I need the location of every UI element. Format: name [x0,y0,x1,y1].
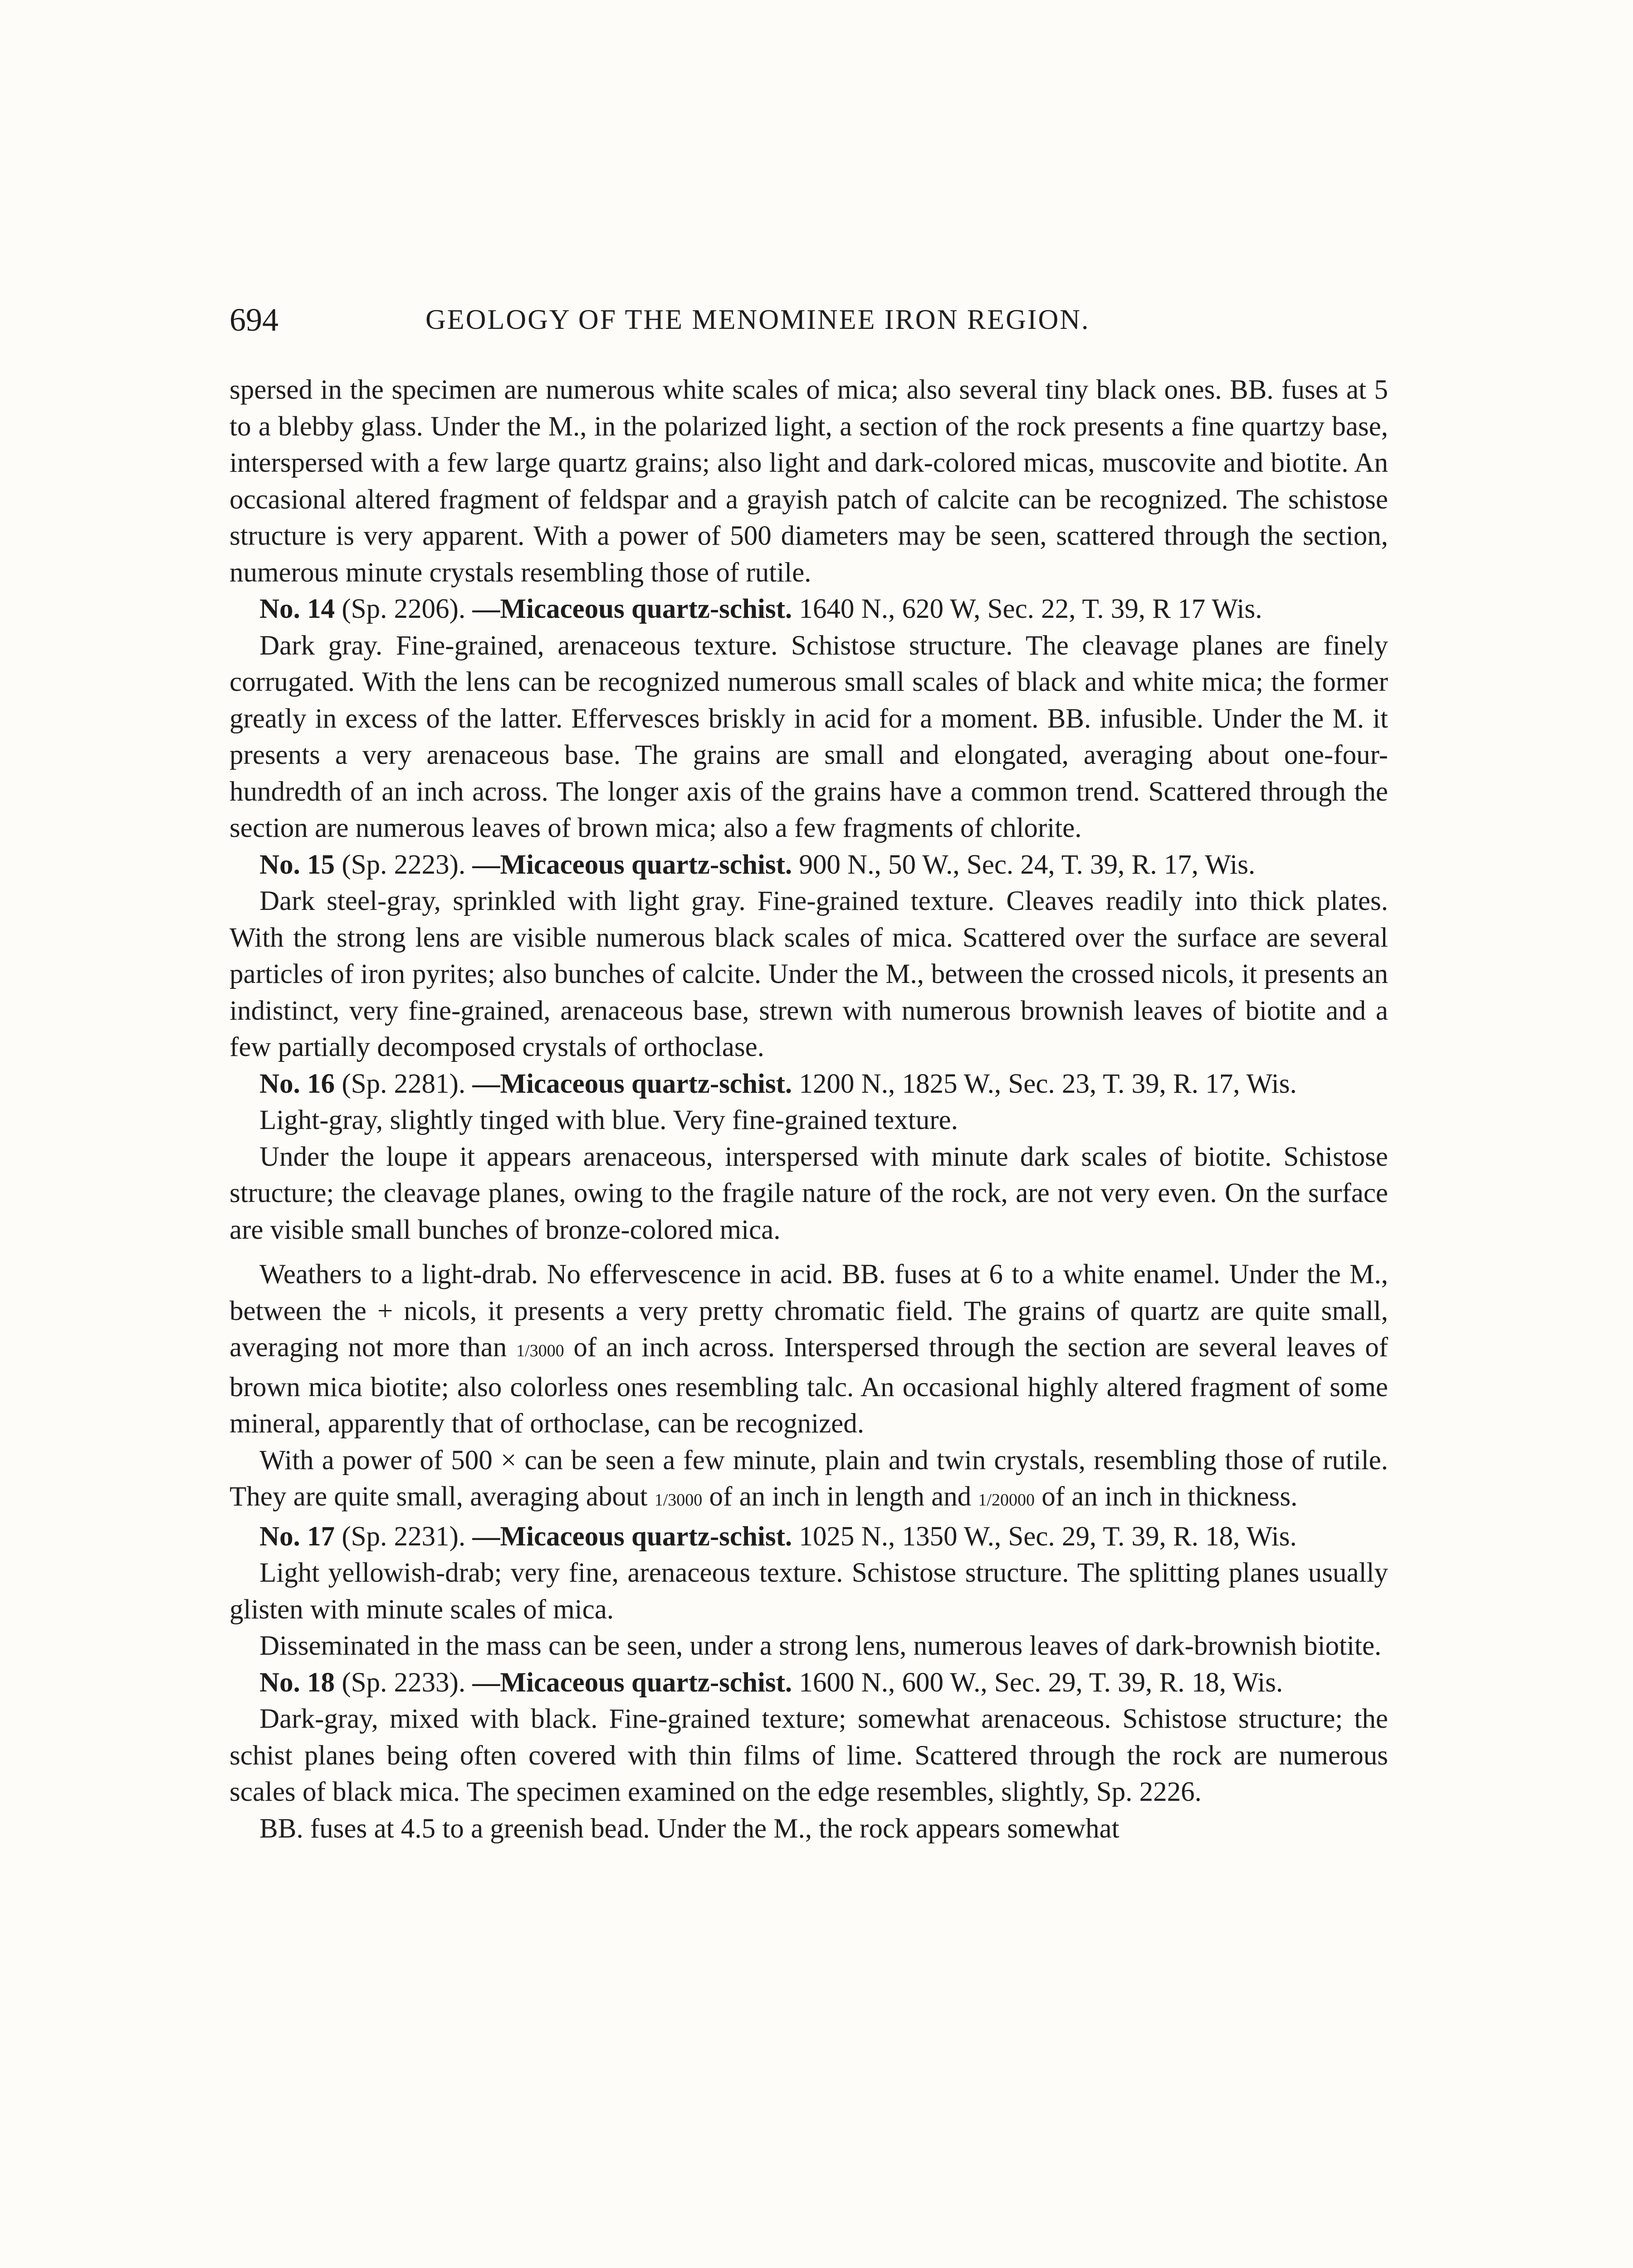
specimen-15-name: —Micaceous quartz-schist. [472,849,792,880]
specimen-14-sp: (Sp. 2206). [342,594,466,624]
specimen-16-power [230,1442,1388,1519]
body-text [230,372,1388,1847]
specimen-16-loupe: Under the loupe it appears arenaceous, interspersed with minute dark scales of biotite. Schistose structure; the cleavage planes, owing to the fragile nature of the rock, are not very even. On the surface are visible small bunches of bronze-colored mica. [230,1141,1388,1245]
specimen-14-number: No. 14 [259,594,335,624]
specimen-16-description: Light-gray, slightly tinged with blue. Very fine-grained texture. [259,1105,958,1135]
specimen-17-heading [230,1519,1388,1555]
specimen-15-heading [230,847,1388,884]
specimen-17-description: Light yellowish-drab; very fine, arenaceous texture. Schistose structure. The splitting planes usually glisten with minute scales of mica. [230,1558,1388,1625]
page-number: 694 [230,302,279,338]
specimen-15-description: Dark steel-gray, sprinkled with light gray. Fine-grained texture. Cleaves readily into thick plates. With the strong lens are visible numerous black scales of mica. Scattered over the surface are several particles of iron pyrites; also bunches of calcite. Under the M., between the crossed nicols, it presents an indistinct, very fine-grained, arenaceous base, strewn with numerous brownish leaves of biotite and a few partially decomposed crystals of orthoclase. [230,886,1388,1062]
specimen-16-number: No. 16 [259,1068,335,1099]
specimen-15-sp: (Sp. 2223). [342,849,466,880]
power-text-b: of an inch in length and [709,1481,972,1512]
specimen-16-weathers [230,1256,1388,1442]
running-head: GEOLOGY OF THE MENOMINEE IRON REGION. [425,304,1090,335]
specimen-14-heading [230,591,1388,628]
specimen-18-number: No. 18 [259,1667,335,1698]
specimen-15-number: No. 15 [259,849,335,880]
weathers-text-b: of an inch across. Interspersed through the section are several leaves of brown mica biotite; also colorless ones resembling talc. An occasional highly altered fragment of some mineral, apparently that of orthoclase, can be recognized. [230,1332,1389,1439]
specimen-14-name: —Micaceous quartz-schist. [472,594,792,624]
specimen-17-location: 1025 N., 1350 W., Sec. 29, T. 39, R. 18, Wis. [799,1521,1297,1552]
weathers-text-a: Weathers to a light-drab. No effervescence in acid. BB. fuses at 6 to a white enamel. Under the M., between the + nicols, it presents a very pretty chromatic field. The grains of quartz are quite small, averaging not more than [230,1259,1388,1363]
specimen-18-bb: BB. fuses at 4.5 to a greenish bead. Under the M., the rock appears somewhat [259,1813,1120,1844]
specimen-18-sp: (Sp. 2233). [342,1667,466,1698]
specimen-16-name: —Micaceous quartz-schist. [472,1068,792,1099]
specimen-18-heading [230,1665,1388,1701]
specimen-17-biotite: Disseminated in the mass can be seen, under a strong lens, numerous leaves of dark-brownish biotite. [259,1631,1382,1661]
power-text-c: of an inch in thickness. [1041,1481,1298,1512]
specimen-17-name: —Micaceous quartz-schist. [472,1521,792,1552]
specimen-17-sp: (Sp. 2231). [342,1521,466,1552]
specimen-16-sp: (Sp. 2281). [342,1068,466,1099]
specimen-15-location: 900 N., 50 W., Sec. 24, T. 39, R. 17, Wis. [799,849,1256,880]
fraction: 1/20000 [978,1491,1035,1510]
specimen-18-description: Dark-gray, mixed with black. Fine-grained texture; somewhat arenaceous. Schistose structure; the schist planes being often covered with thin films of lime. Scattered through the rock are numerous scales of black mica. The specimen examined on the edge resembles, slightly, Sp. 2226. [230,1704,1388,1807]
specimen-14-location: 1640 N., 620 W, Sec. 22, T. 39, R 17 Wis. [799,594,1262,624]
fraction: 1/3000 [516,1341,564,1360]
fraction: 1/3000 [654,1491,703,1510]
specimen-14-description: Dark gray. Fine-grained, arenaceous texture. Schistose structure. The cleavage planes are finely corrugated. With the lens can be recognized numerous small scales of black and white mica; the former greatly in excess of the latter. Effervesces briskly in acid for a moment. BB. infusible. Under the M. it presents a very arenaceous base. The grains are small and elongated, averaging about one-four-hundredth of an inch across. The longer axis of the grains have a common trend. Scattered through the section are numerous leaves of brown mica; also a few fragments of chlorite. [230,630,1388,843]
specimen-17-number: No. 17 [259,1521,335,1552]
page-header [230,295,1388,345]
specimen-16-location: 1200 N., 1825 W., Sec. 23, T. 39, R. 17, Wis. [799,1068,1297,1099]
specimen-16-heading [230,1066,1388,1103]
power-text-a: With a power of 500 × can be seen a few minute, plain and twin crystals, resembling those of rutile. They are quite small, averaging about [230,1445,1388,1512]
intro-paragraph: spersed in the specimen are numerous white scales of mica; also several tiny black ones. BB. fuses at 5 to a blebby glass. Under the M., in the polarized light, a section of the rock presents a fine quartzy base, interspersed with a few large quartz grains; also light and dark-colored micas, muscovite and biotite. An occasional altered fragment of feldspar and a grayish patch of calcite can be recognized. The schistose structure is very apparent. With a power of 500 diameters may be seen, scattered through the section, numerous minute crystals resembling those of rutile. [230,375,1388,588]
specimen-18-location: 1600 N., 600 W., Sec. 29, T. 39, R. 18, Wis. [799,1667,1283,1698]
specimen-18-name: —Micaceous quartz-schist. [472,1667,792,1698]
